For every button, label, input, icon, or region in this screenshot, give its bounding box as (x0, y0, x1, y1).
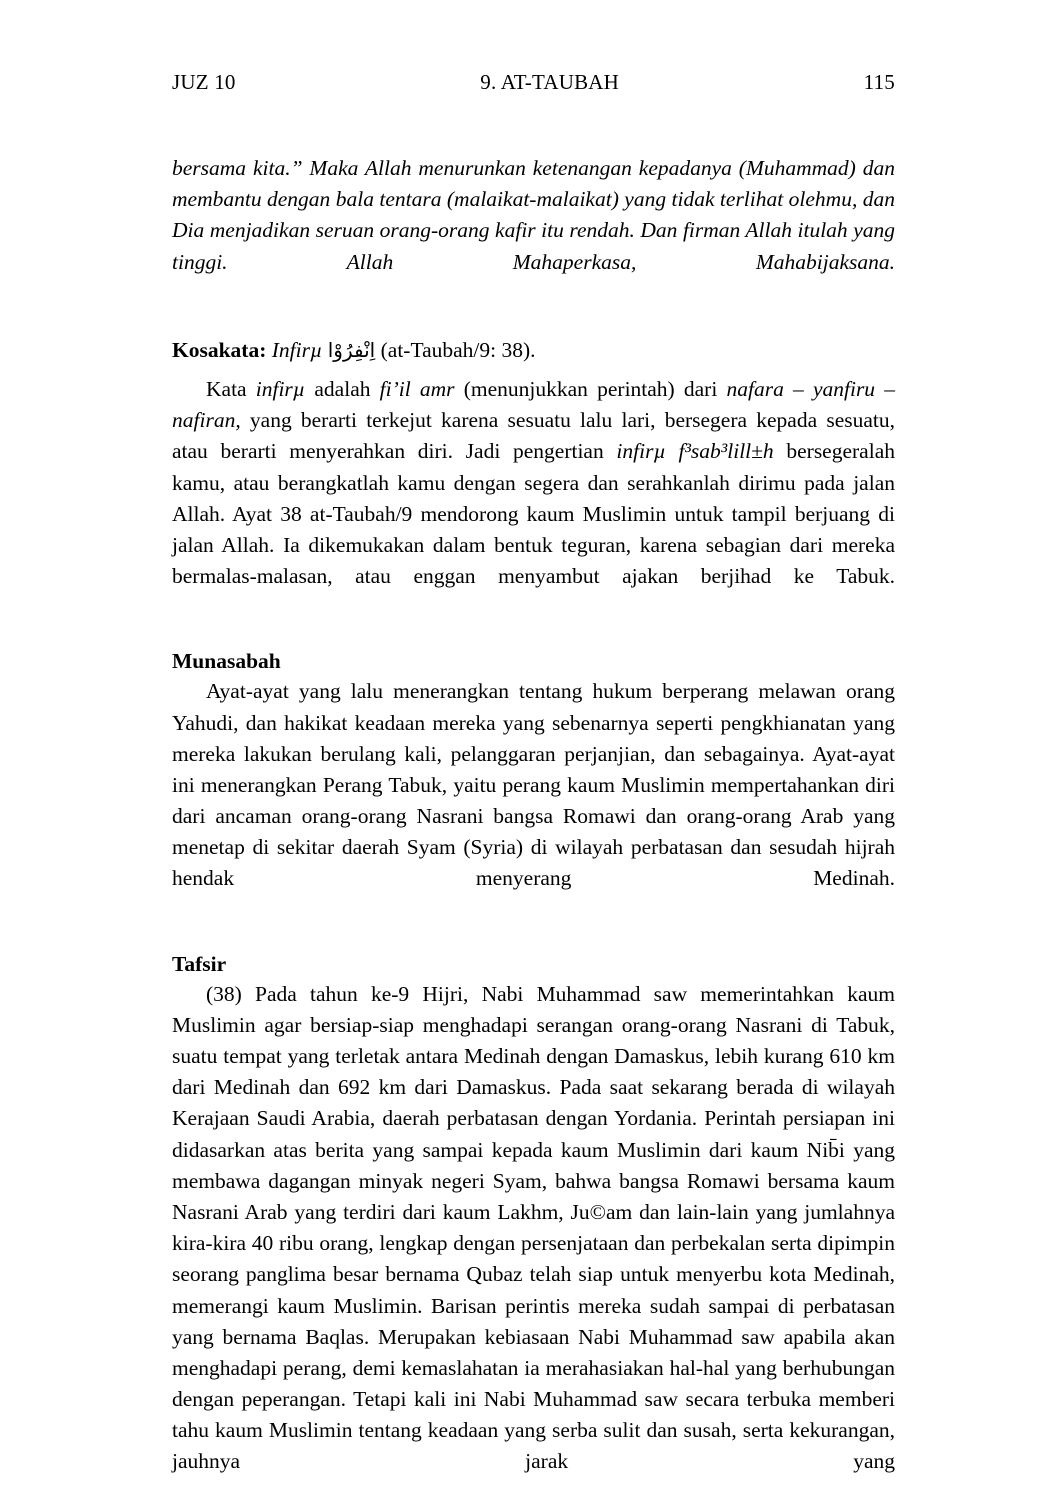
kosakata-term: Infirµ (271, 337, 323, 362)
kosakata-italic-1: infirµ (255, 377, 306, 402)
kosakata-reference: (at-Taubah/9: 38). (380, 337, 536, 362)
running-head (172, 70, 895, 95)
page-number: 115 (863, 70, 895, 94)
tafsir-paragraph: (38) Pada tahun ke-9 Hijri, Nabi Muhammad saw memerintahkan kaum Muslimin agar bersiap-siap menghadapi serangan orang-orang Nasrani di Tabuk, suatu tempat yang terletak antara Medinah dengan Damaskus, lebih kurang 610 km dari Medinah dan 692 km dari Damaskus. Pada saat sekarang berada di wilayah Kerajaan Saudi Arabia, daerah perbatasan dengan Yordania. Perintah persiapan ini didasarkan atas berita yang sampai kepada kaum Muslimin dari kaum Nib̄i yang membawa dagangan minyak negeri Syam, bahwa bangsa Romawi bersama kaum Nasrani Arab yang terdiri dari kaum Lakhm, Ju©am dan lain-lain yang jumlahnya kira-kira 40 ribu orang, lengkap dengan persenjataan dan perbekalan serta dipimpin seorang panglima besar bernama Qubaz telah siap untuk menyerbu kota Medinah, memerangi kaum Muslimin. Barisan perintis mereka sudah sampai di perbatasan yang bernama Baqlas. Merupakan kebiasaan Nabi Muhammad saw apabila akan menghadapi perang, demi kemaslahatan ia merahasiakan hal-hal yang berhubungan dengan peperangan. Tetapi kali ini Nabi Muhammad saw secara terbuka memberi tahu kaum Muslimin tentang keadaan yang serba sulit dan susah, serta kekurangan, jauhnya jarak yang (172, 981, 895, 1474)
section-heading-munasabah: Munasabah (172, 649, 281, 674)
kosakata-text-2: adalah (305, 377, 380, 402)
translation-quote-paragraph: bersama kita.” Maka Allah menurunkan ketenangan kepadanya (Muhammad) dan membantu dengan bala tentara (malaikat-malaikat) yang tidak terlihat olehmu, dan Dia menjadikan seruan orang-orang kafir itu rendah. Dan firman Allah itulah yang tinggi. Allah Mahaperkasa, Mahabijaksana. (172, 156, 895, 274)
kosakata-text-3: (menunjukkan perintah) dari (454, 377, 727, 402)
kosakata-line (172, 335, 895, 366)
kosakata-arabic: اِنْفِرُوْا (327, 337, 376, 362)
kosakata-italic-3: nafara – yanfiru – nafiran, (172, 377, 895, 433)
munasabah-paragraph: Ayat-ayat yang lalu menerangkan tentang hukum berperang melawan orang Yahudi, dan hakikat keadaan mereka yang sebenarnya seperti pengkhianatan yang mereka lakukan berulang kali, pelanggaran perjanjian, dan sebagainya. Ayat-ayat ini menerangkan Perang Tabuk, yaitu perang kaum Muslimin mempertahankan diri dari ancaman orang-orang Nasrani bangsa Romawi dan orang-orang Arab yang menetap di sekitar daerah Syam (Syria) di wilayah perbatasan dan sesudah hijrah hendak menyerang Medinah. (172, 679, 895, 891)
kosakata-text-4: yang berarti terkejut karena sesuatu lalu lari, bersegera kepada sesuatu, atau berarti menyerahkan diri. Jadi pengertian (172, 408, 895, 464)
running-head-surah: 9. AT-TAUBAH (480, 70, 620, 94)
kosakata-text-1: Kata (206, 377, 256, 402)
kosakata-label: Kosakata: (172, 337, 267, 362)
kosakata-explanation-paragraph (172, 374, 895, 623)
kosakata-italic-4: infirµ f³sab³lill±h (616, 439, 774, 464)
running-head-juz: JUZ 10 (172, 70, 236, 94)
section-heading-tafsir: Tafsir (172, 951, 227, 976)
kosakata-text-5: bersegeralah kamu, atau berangkatlah kamu dengan segera dan serahkanlah dirimu pada jalan Allah. Ayat 38 at-Taubah/9 mendorong kaum Muslimin untuk tampil berjuang di jalan Allah. Ia dikemukakan dalam bentuk teguran, karena sebagian dari mereka bermalas-malasan, atau enggan menyambut ajakan berjihad ke Tabuk. (172, 439, 895, 589)
kosakata-italic-2: fi’il amr (379, 377, 455, 402)
